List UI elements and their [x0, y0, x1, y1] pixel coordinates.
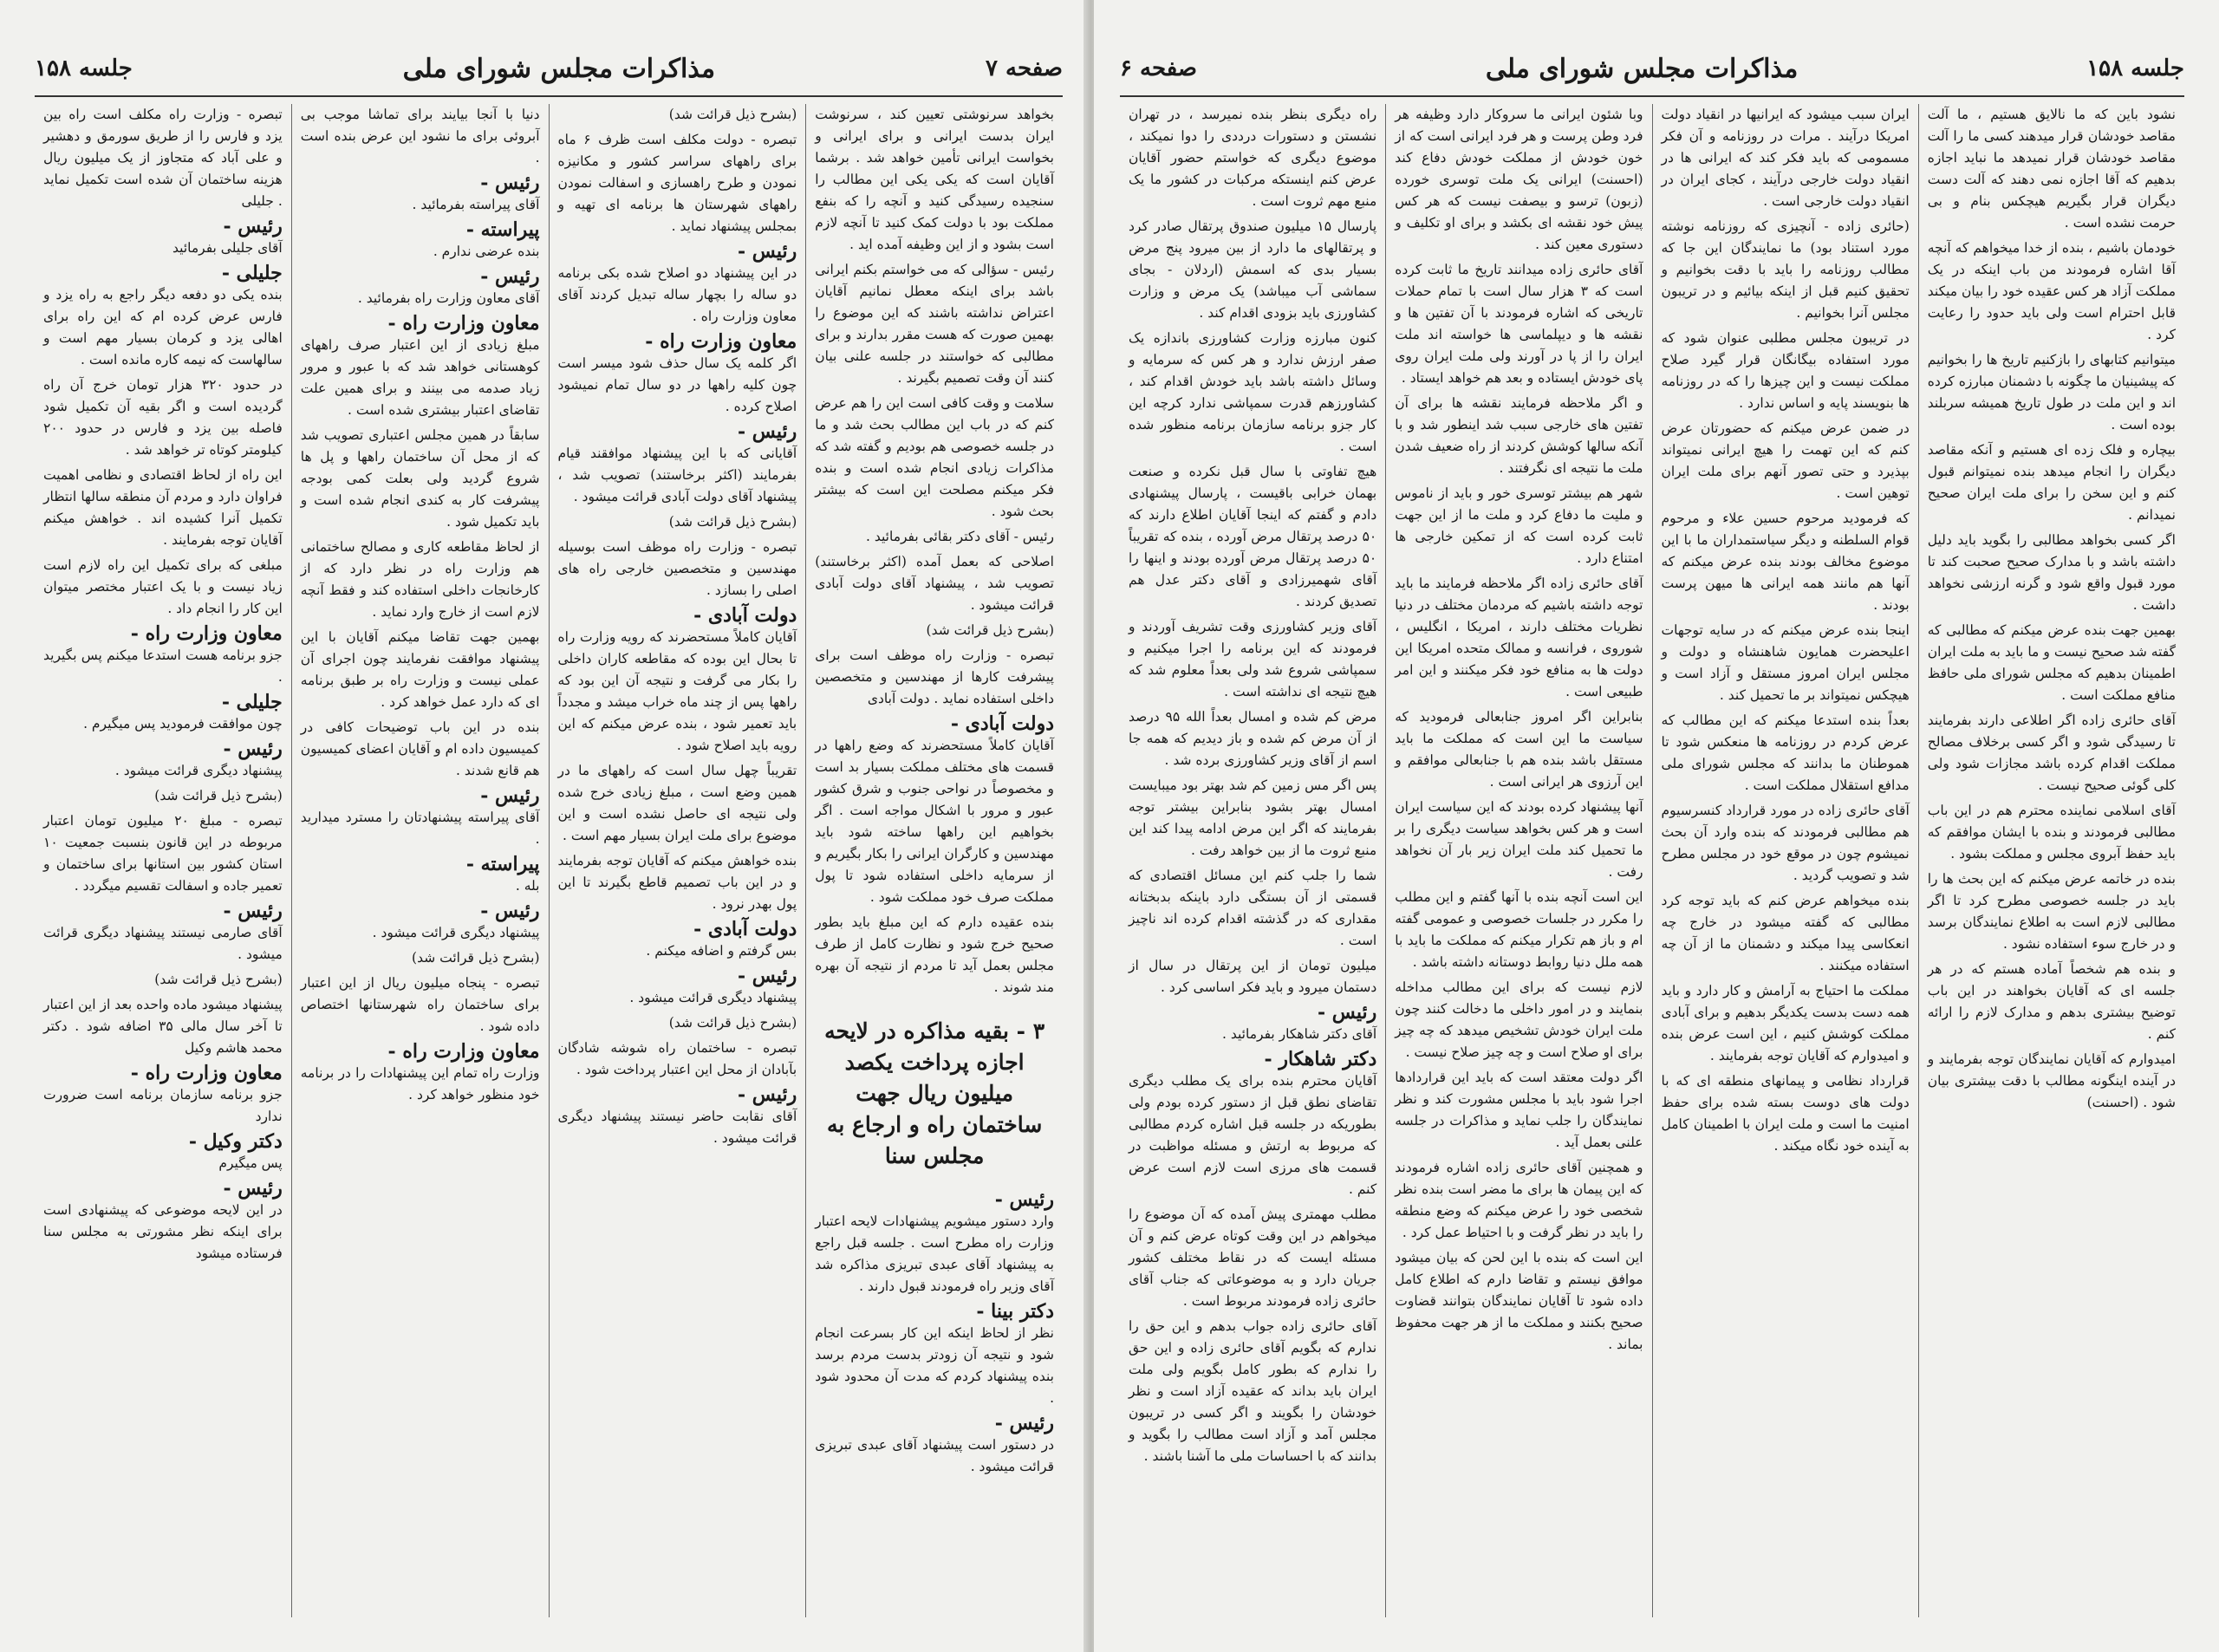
paragraph: بنده در خاتمه عرض میکنم که این بحث ها را باید در جلسه خصوصی مطرح کرد تا اگر مطالبی لازم است به اطلاع نمایندگان برسد و در خارج سوء استفاده نشود .: [1927, 871, 2176, 952]
paragraph: اگر کسی بخواهد مطالبی را بگوید باید دلیل داشته باشد و با مدارک صحیح صحبت کند تا مورد قبول واقع شود و گرنه ارزشی نخواهد داشت .: [1927, 532, 2176, 613]
paragraph: پس میگیرم: [218, 1155, 283, 1171]
paragraph: هیچ تفاوتی با سال قبل نکرده و صنعت بهمان خرابی باقیست ، پارسال پیشنهادی دادم و گفتم که اینجا آقایان اطلاع دارند که ۵۰ درصد پرتقال مرض آورده ، بنده که تقریباً ۵۰ درصد پرتقال مرض آورده بودند و اینها را آقای شهمیرزادی و آقای دکتر عدل هم تصدیق کردند .: [1129, 464, 1377, 609]
paragraph: در دستور است پیشنهاد آقای عبدی تبریزی قرائت میشود .: [815, 1437, 1054, 1474]
paragraph: تبصره - وزارت راه موظف است برای پیشرفت کارها از مهندسین و متخصصین داخلی استفاده نماید . دولت آبادی: [815, 647, 1054, 706]
paragraph: (حائری زاده - آنچیزی که روزنامه نوشته مورد استناد بود) ما نمایندگان این جا که مطالب روزنامه را باید با دقت بخوانیم و تحقیق کنیم قبل از اینکه بیائیم و در تریبون مجلس آنرا بخوانیم .: [1661, 218, 1910, 321]
speaker-name: پیراسته -: [465, 853, 540, 875]
paragraph: (بشرح ذیل قرائت شد): [668, 514, 797, 530]
paragraph: بنده خواهش میکنم که آقایان توجه بفرمایند و در این باب تصمیم قاطع بگیرند تا این پول بهدر نرود .: [557, 853, 797, 912]
paragraph: میلیون تومان از این پرتقال در سال از دستمان میرود و باید فکر اساسی کرد .: [1129, 958, 1377, 995]
paragraph: بله .: [515, 878, 540, 894]
paragraph: (بشرح ذیل قرائت شد): [668, 107, 797, 122]
paragraph: آقای نقابت حاضر نیستند پیشنهاد دیگری قرائت میشود .: [557, 1109, 797, 1146]
paragraph: تبصره - وزارت راه مکلف است راه بین یزد و فارس را از طریق سورمق و دهشیر و علی آباد که متجاوز از یک میلیون ریال هزینه ساختمان آن شده است تکمیل نماید . جلیلی: [43, 107, 283, 209]
paragraph: این راه از لحاظ اقتصادی و نظامی اهمیت فراوان دارد و مردم آن منطقه سالها انتظار تکمیل آنرا کشیده اند . خواهش میکنم آقایان توجه بفرمایند .: [43, 467, 283, 548]
paragraph: این است که بنده با این لحن که بیان میشود موافق نیستم و تقاضا دارم که اطلاع کامل داده شود تا آقایان نمایندگان بتوانند قضاوت صحیح بکنند و مملکت ما از هر جهت محفوظ بماند .: [1395, 1250, 1643, 1352]
speaker-name: دولت آبادی -: [693, 604, 797, 627]
paragraph: پیشنهاد دیگری قرائت میشود .: [372, 925, 540, 940]
column: [1120, 104, 1385, 1617]
paragraph: پیشنهاد میشود ماده واحده بعد از این اعتبار تا آخر سال مالی ۳۵ اضافه شود . دکتر محمد هاشم وکیل: [43, 997, 283, 1056]
paragraph: آقای صارمی نیستند پیشنهاد دیگری قرائت میشود .: [43, 925, 283, 962]
paragraph: دنیا با آنجا بیایند برای تماشا موجب بی آبروئی برای ما نشود این عرض بنده است .: [300, 107, 540, 166]
paragraph: وبا شئون ایرانی ما سروکار دارد وظیفه هر فرد وطن پرست و هر فرد ایرانی است که از خون خودش از مملکت خودش دفاع کند (احسنت) ایرانی یک ملت توسری خورده (زبون) ترسو و بیصفت نیست که هر کس پیش خود نقشه ای بکشد و برای او تکلیف و دستوری معین کند .: [1395, 107, 1643, 252]
speaker-name: دکتر وکیل -: [188, 1130, 283, 1153]
paragraph: بنده عقیده دارم که این مبلغ باید بطور صحیح خرج شود و نظارت کامل از طرف مجلس بعمل آید تا مردم از نتیجه آن بهره مند شوند .: [815, 914, 1054, 995]
paragraph: و بنده هم شخصاً آماده هستم که در هر جلسه ای که آقایان بخواهند در این باب توضیح بیشتری بدهم و مدارک لازم را ارائه کنم .: [1927, 961, 2176, 1042]
column: [1652, 104, 1918, 1617]
column: [805, 104, 1063, 1617]
left-page: [0, 0, 1089, 1652]
paragraph: آقایان محترم بنده برای یک مطلب دیگری تقاضای نطق قبل از دستور کرده بودم ولی بطوریکه در جلسه قبل اشاره کردم مطالبی که مربوط به ارتش و مسئله مواظبت در قسمت های مرزی است لازم است عرض کنم .: [1129, 1073, 1377, 1197]
paragraph: و اگر ملاحظه فرمایند نقشه ها برای آن تفتین های خارجی سبب شد اینطور شد و با آنکه سالها کوشش کردند از راه ضعیف شدن ملت ما نتیجه ای نگرفتند .: [1395, 395, 1643, 476]
paragraph: کنون مبارزه وزارت کشاورزی باندازه یک صفر ارزش ندارد و هر کس که سرمایه و وسائل داشته باشد باید خودش اقدام کند ، کشاورزهم قدرت سمپاشی ندارد کرچه این کار جزو برنامه سازمان برنامه منظور شده است .: [1129, 330, 1377, 454]
paragraph: (بشرح ذیل قرائت شد): [668, 1015, 797, 1031]
speaker-name: معاون وزارت راه -: [387, 312, 540, 335]
paragraph: چون موافقت فرمودید پس میگیرم .: [83, 716, 283, 732]
paragraph: تبصره - مبلغ ۲۰ میلیون تومان اعتبار مربوطه در این قانون بنسبت جمعیت ۱۰ استان کشور بین استانها برای ساختمان و تعمیر جاده و اسفالت تقسیم میگردد .: [43, 813, 283, 894]
paragraph: تبصره - پنجاه میلیون ریال از این اعتبار برای ساختمان راه شهرستانها اختصاص داده شود .: [300, 975, 540, 1034]
paragraph: بنده یکی دو دفعه دیگر راجع به راه یزد و فارس عرض کرده ام که این راه برای اهالی یزد و کرمان بسیار مهم است و سالهاست که نیمه کاره مانده است .: [43, 287, 283, 367]
paragraph: شهر هم بیشتر توسری خور و باید از ناموس و ملیت ما دفاع کرد و ملت ما از این جهت ثابت کرده است که از تمکین خارجی ها امتناع دارد .: [1395, 485, 1643, 566]
speaker-name: رئیس -: [994, 1188, 1054, 1211]
paragraph: (بشرح ذیل قرائت شد): [154, 788, 283, 803]
paragraph: که فرمودید مرحوم حسین علاء و مرحوم قوام السلطنه و دیگر سیاستمداران ما با این موضوع مخالف بودند بنده عرض میکنم که آنها هم مانند همه ایرانی ها میهن پرست بودند .: [1661, 511, 1910, 613]
paragraph: بخواهد سرنوشتی تعیین کند ، سرنوشت ایران بدست ایرانی و برای ایرانی و بخواست ایرانی تأمین خواهد شد . برشما آقایان است که یکی یکی این مطالب را سنجیده رسیدگی کنید و آنچه را که بنفع مملکت بود با دولت کمک کنید تا آنچه لازم است بشود و از این وظیفه آمده اید .: [815, 107, 1054, 252]
paragraph: آقای جلیلی بفرمائید: [172, 240, 283, 256]
paragraph: در حدود ۳۲۰ هزار تومان خرج آن راه گردیده است و اگر بقیه آن تکمیل شود فاصله بین یزد و فارس در حدود ۲۰۰ کیلومتر کوتاه تر خواهد شد .: [43, 377, 283, 458]
speaker-name: پیراسته -: [465, 218, 540, 241]
paragraph: آقای اسلامی نماینده محترم هم در این باب مطالبی فرمودند و بنده با ایشان موافقم که باید حفظ آبروی مجلس و مملکت بشود .: [1927, 803, 2176, 862]
speaker-name: رئیس -: [223, 1177, 283, 1200]
left-page-header: [35, 42, 1063, 97]
session-number: جلسه ۱۵۸: [35, 55, 133, 81]
paragraph: اصلاحی که بعمل آمده (اکثر برخاستند) تصویب شد ، پیشنهاد آقای دولت آبادی قرائت میشود .: [815, 554, 1054, 613]
paragraph: رئیس - سؤالی که می خواستم بکنم ایرانی باشد برای اینکه معطل نمانیم آقایان اعتراض نداشته باشند که این موضوع را بهمین صورت که هست مقرر بدارند و برای مطالبی که خواستند در جلسه علنی بیان کنند آن وقت تصمیم بگیرند .: [815, 262, 1054, 386]
paragraph: سلامت و وقت کافی است این را هم عرض کنم که در باب این مطالب بحث شد و ما در جلسه خصوصی هم بودیم و گفته شد که مذاکرات زیادی انجام شده است و بنده فکر میکنم مصلحت این است که بیشتر بحث شود .: [815, 395, 1054, 519]
session-number: جلسه ۱۵۸: [2086, 55, 2184, 81]
speaker-name: رئیس -: [1318, 1001, 1377, 1024]
paragraph: آقای معاون وزارت راه بفرمائید .: [357, 290, 540, 306]
speaker-name: رئیس -: [738, 1083, 797, 1106]
paragraph: در ضمن عرض میکنم که حضورتان عرض کنم که این تهمت را هیچ ایرانی نمیتواند بپذیرد و حتی تصور آنهم برای ملت ایران توهین است .: [1661, 420, 1910, 501]
paragraph: از لحاظ مقاطعه کاری و مصالح ساختمانی هم وزارت راه در نظر دارد که از کارخانجات داخلی استفاده کند و فقط آنچه لازم است از خارج وارد نماید .: [300, 539, 540, 620]
paragraph: خودمان باشیم ، بنده از خدا میخواهم که آنچه آقا اشاره فرمودند من باب اینکه در یک مملکت آزاد هر کس عقیده خود را بیان میکند قابل احترام است ولی باید حدود را رعایت کرد .: [1927, 240, 2176, 342]
page-number: صفحه ۶: [1120, 55, 1197, 81]
paragraph: آقای حائری زاده اگر اطلاعی دارند بفرمایند تا رسیدگی شود و اگر کسی برخلاف مصالح مملکت اقدام کرده باشد مجازات شود ولی کلی گوئی صحیح نیست .: [1927, 712, 2176, 793]
page-number: صفحه ۷: [986, 55, 1063, 81]
speaker-name: رئیس -: [480, 172, 540, 194]
speaker-name: جلیلی -: [221, 262, 283, 284]
paragraph: تبصره - دولت مکلف است ظرف ۶ ماه برای راههای سراسر کشور و مکانیزه نمودن و طرح راهسازی و اسفالت نمودن راههای شهرستان ها برنامه ای تهیه و بمجلس پیشنهاد نماید .: [557, 132, 797, 234]
speaker-name: جلیلی -: [221, 691, 283, 713]
section-heading: ۳ - بقیه مذاکره در لایحه اجازه پرداخت یکصد میلیون ریال جهت ساختمان راه و ارجاع به مجلس سنا: [824, 1018, 1045, 1168]
column: [35, 104, 291, 1617]
speaker-name: رئیس -: [738, 965, 797, 987]
speaker-name: معاون وزارت راه -: [130, 1062, 283, 1084]
paragraph: بنده عرضی ندارم .: [433, 244, 540, 259]
paragraph: آقای پیراسته بفرمائید .: [412, 197, 540, 212]
speaker-name: دولت آبادی -: [950, 712, 1054, 735]
right-page-header: [1120, 42, 2184, 97]
paragraph: وزارت راه تمام این پیشنهادات را در برنامه خود منظور خواهد کرد .: [300, 1065, 540, 1102]
right-page: [1094, 0, 2219, 1652]
paragraph: بیچاره و فلک زده ای هستیم و آنکه مقاصد دیگران را انجام میدهد بنده نمیتوانم قبول کنم و این سخن را برای ملت ایران صحیح نمیدانم .: [1927, 442, 2176, 523]
paragraph: اگر دولت معتقد است که باید این قراردادها اجرا شود باید با مجلس مشورت کند و نظر نمایندگان را جلب نماید و مذاکرات در جلسه علنی بعمل آید .: [1395, 1070, 1643, 1150]
paragraph: بنده در این باب توضیحات کافی در کمیسیون داده ام و آقایان اعضای کمیسیون هم قانع شدند .: [300, 719, 540, 778]
paragraph: بعداً بنده استدعا میکنم که این مطالب که عرض کردم در روزنامه ها منعکس شود تا هموطنان ما بدانند که مجلس شورای ملی مدافع استقلال مملکت است .: [1661, 712, 1910, 793]
speaker-name: رئیس -: [223, 900, 283, 922]
speaker-name: رئیس -: [480, 265, 540, 288]
paragraph: آنها پیشنهاد کرده بودند که این سیاست ایران است و هر کس بخواهد سیاست دیگری را بر ما تحمیل کند ملت ایران زیر بار آن نخواهد رفت .: [1395, 799, 1643, 880]
paragraph: مملکت ما احتیاج به آرامش و کار دارد و باید همه دست بدست یکدیگر بدهیم و برای آبادی مملکت کوشش کنیم ، این است عرض بنده و امیدوارم که آقایان توجه بفرمایند .: [1661, 983, 1910, 1063]
paragraph: آقایانی که با این پیشنهاد موافقند قیام بفرمایند (اکثر برخاستند) تصویب شد ، پیشنهاد آقای دولت آبادی قرائت میشود .: [557, 446, 797, 504]
left-columns: [35, 104, 1063, 1617]
paragraph: بنده میخواهم عرض کنم که باید توجه کرد مطالبی که گفته میشود در خارج چه انعکاسی پیدا میکند و دشمنان ما از آن چه استفاده میکنند .: [1661, 893, 1910, 973]
paragraph: نظر از لحاظ اینکه این کار بسرعت انجام شود و نتیجه آن زودتر بدست مردم برسد بنده پیشنهاد کردم که مدت آن محدود شود .: [815, 1325, 1054, 1406]
paragraph: در تریبون مجلس مطلبی عنوان شود که مورد استفاده بیگانگان قرار گیرد صلاح مملکت نیست و این چیزها را که در روزنامه ها بنویسند پایه و اساس ندارد .: [1661, 330, 1910, 411]
speaker-name: دولت آبادی -: [693, 918, 797, 940]
column: [1385, 104, 1651, 1617]
paragraph: آقای حائری زاده میدانند تاریخ ما ثابت کرده است که ۳ هزار سال است با تمام حملات تاریخی که اشاره فرمودند با آن تفتین ها و نقشه ها و دیپلماسی ها خواسته اند ملت ایران را از پا در آورند ولی ملت ایران روی پای خودش ایستاده و بعد هم خواهد ایستاد .: [1395, 262, 1643, 386]
paragraph: تبصره - ساختمان راه شوشه شادگان بآبادان از محل این اعتبار پرداخت شود .: [557, 1040, 797, 1077]
paragraph: مطلب مهمتری پیش آمده که آن موضوع را میخواهم در این وقت کوتاه عرض کنم و آن مسئله ایست که در نقاط مختلف کشور جریان دارد و به موضوعاتی که جناب آقای حائری زاده فرمودند مربوط است .: [1129, 1206, 1377, 1309]
paragraph: (بشرح ذیل قرائت شد): [412, 950, 540, 966]
column: [549, 104, 806, 1617]
speaker-name: رئیس -: [223, 215, 283, 237]
speaker-name: دکتر شاهکار -: [1264, 1048, 1377, 1070]
paragraph: تبصره - وزارت راه موظف است بوسیله مهندسین و متخصصین خارجی راه های اصلی را بسازد .: [557, 539, 797, 598]
paragraph: (بشرح ذیل قرائت شد): [926, 622, 1054, 638]
paragraph: این است آنچه بنده با آنها گفتم و این مطلب را مکرر در جلسات خصوصی و عمومی گفته ام و باز هم تکرار میکنم که مملکت ما باید با همه ملل دنیا روابط دوستانه داشته باشد .: [1395, 889, 1643, 970]
column: [1918, 104, 2184, 1617]
paragraph: مرض کم شده و امسال بعداً الله ۹۵ درصد از آن مرض کم شده و باز دیدیم که همه جا اسم از آقای وزیر کشاورزی برده شد .: [1129, 709, 1377, 768]
paragraph: و همچنین آقای حائری زاده اشاره فرمودند که این پیمان ها برای ما مضر است بنده نظر شخصی خود را عرض میکنم که وضع منطقه را باید در نظر گرفت و با احتیاط عمل کرد .: [1395, 1160, 1643, 1240]
paragraph: رئیس - آقای دکتر بقائی بفرمائید .: [865, 529, 1054, 544]
paragraph: امیدوارم که آقایان نمایندگان توجه بفرمایند و در آینده اینگونه مطالب با دقت بیشتری بیان شود . (احسنت): [1927, 1051, 2176, 1110]
speaker-name: رئیس -: [738, 240, 797, 263]
speaker-name: رئیس -: [994, 1412, 1054, 1434]
paragraph: پس اگر مس زمین کم شد بهتر بود میبایست امسال بهتر بشود بنابراین بیشتر توجه بفرمایند که اگر این مرض ادامه پیدا کند این منبع ثروت ما از بین خواهد رفت .: [1129, 777, 1377, 858]
paragraph: (بشرح ذیل قرائت شد): [154, 972, 283, 987]
paragraph: آقای حائری زاده جواب بدهم و این حق را ندارم که بگویم آقای حائری زاده و این حق را ندارم که بطور کامل بگویم ولی ملت ایران باید بداند که عقیده آزاد است و نظر خودشان را بگویند و اگر کسی در تریبون مجلس آمد و آزاد است مطالب را بگوید و بدانند که با احساسات ملی ما آشنا باشند .: [1129, 1318, 1377, 1464]
paragraph: در این پیشنهاد دو اصلاح شده بکی برنامه دو ساله را بچهار ساله تبدیل کردند آقای معاون وزارت راه .: [557, 265, 797, 324]
paragraph: پارسال ۱۵ میلیون صندوق پرتقال صادر کرد و پرتقالهای ما دارد از بین میرود پنج مرض بسیار بدی که اسمش (اردلان - بجای سماشی آب میباشد) یک مرض و وزارت کشاورزی باید بزودی اقدام کند .: [1129, 218, 1377, 321]
speaker-name: رئیس -: [738, 420, 797, 443]
paragraph: اگر کلمه یک سال حذف شود میسر است چون کلیه راهها در دو سال تمام نمیشود اصلاح کرده .: [557, 355, 797, 414]
paragraph: راه دیگری بنظر بنده نمیرسد ، در تهران نشستن و دستورات درددی را دوا نمیکند ، موضوع دیگری که خواستم حضور آقایان عرض کنم اینستکه مرکبات در کشور ما یک منبع مهم ثروت است .: [1129, 107, 1377, 209]
paragraph: بهمین جهت تقاضا میکنم آقایان با این پیشنهاد موافقت نفرمایند چون اجرای آن عملی نیست و وزارت راه بر طبق برنامه ای که دارد عمل خواهد کرد .: [300, 629, 540, 710]
paragraph: جزو برنامه سازمان برنامه است ضرورت ندارد: [43, 1087, 283, 1124]
paragraph: تقریباً چهل سال است که راههای ما در همین وضع است ، مبلغ زیادی خرج شده ولی نتیجه ای حاصل نشده است و این موضوع برای ملت ایران بسیار مهم است .: [557, 763, 797, 843]
paragraph: آقای دکتر شاهکار بفرمائید .: [1222, 1026, 1377, 1042]
paragraph: آقایان کاملاً مستحضرند که وضع راهها در قسمت های مختلف مملکت بسیار بد است و مخصوصاً در نواحی جنوب و شرق کشور عبور و مرور با اشکال مواجه است . اگر بخواهیم این راهها ساخته شود باید مهندسین و کارگران ایرانی را بکار بگیریم و از سرمایه داخلی استفاده شود تا پول مملکت صرف خود مملکت شود .: [815, 738, 1054, 905]
paragraph: جزو برنامه هست استدعا میکنم پس بگیرید .: [43, 647, 283, 685]
paragraph: آقایان کاملاً مستحضرند که رویه وزارت راه تا بحال این بوده که مقاطعه کاران داخلی را بکار می گرفت و نتیجه آن این بود که راهها پس از چند ماه خراب میشد و مجدداً باید تعمیر شود ، بنده عرض میکنم که این رویه باید اصلاح شود .: [557, 629, 797, 753]
paragraph: سابقاً در همین مجلس اعتباری تصویب شد که از محل آن ساختمان راهها و پل ها شروع گردید ولی بعلت کمی بودجه پیشرفت کار به کندی انجام شده است و باید تکمیل شود .: [300, 427, 540, 530]
paragraph: قرارداد نظامی و پیمانهای منطقه ای که با دولت های دوست بسته شده برای حفظ امنیت ما است و ملت ایران با اطمینان کامل به آینده خود نگاه میکند .: [1661, 1073, 1910, 1154]
paragraph: میتوانیم کتابهای را بازکنیم تاریخ ها را بخوانیم که پیشینیان ما چگونه با دشمنان مبارزه کرده اند و این ملت در طول تاریخ همیشه سربلند بوده است .: [1927, 352, 2176, 433]
paragraph: لازم نیست که برای این مطالب مداخله بنمایند و در امور داخلی ما دخالت کنند چون ملت ایران خودش تشخیص میدهد که چه چیز برای او صلاح است و چه چیز صلاح نیست .: [1395, 979, 1643, 1060]
paragraph: آقای حائری زاده اگر ملاحظه فرمایند ما باید توجه داشته باشیم که مردمان مختلف در دنیا نظریات مختلف دارند ، امریکا ، انگلیس ، شوروی ، فرانسه و ممالک متحده امریکا این دولت ها به منافع خود فکر میکنند و این امر طبیعی است .: [1395, 576, 1643, 699]
page-title: مذاکرات مجلس شورای ملی: [1485, 53, 1799, 84]
speaker-name: معاون وزارت راه -: [645, 330, 797, 353]
speaker-name: رئیس -: [480, 784, 540, 807]
paragraph: شما را جلب کنم این مسائل اقتصادی که قسمتی از آن بستگی دارد باینکه بدبختانه مقداری که در گذشته اقدام کرده اند ناچیز است .: [1129, 868, 1377, 948]
speaker-name: رئیس -: [223, 738, 283, 760]
paragraph: اینجا بنده عرض میکنم که در سایه توجهات اعلیحضرت همایون شاهنشاه و دولت و مجلس ایران امروز مستقل و آزاد است و هیچکس نمیتواند بر ما تحمیل کند .: [1661, 622, 1910, 703]
paragraph: در این لایحه موضوعی که پیشنهادی است برای اینکه نظر مشورتی به مجلس سنا فرستاده میشود: [43, 1202, 283, 1261]
page-title: مذاکرات مجلس شورای ملی: [402, 53, 716, 84]
paragraph: پیشنهاد دیگری قرائت میشود .: [629, 990, 797, 1005]
speaker-name: رئیس -: [480, 900, 540, 922]
paragraph: مبلغی که برای تکمیل این راه لازم است زیاد نیست و با یک اعتبار مختصر میتوان این کار را انجام داد .: [43, 557, 283, 616]
paragraph: وارد دستور میشویم پیشنهادات لایحه اعتبار وزارت راه مطرح است . جلسه قبل راجع به پیشنهاد آقای عبدی تبریزی مذاکره شد آقای وزیر راه فرمودند قبول دارند .: [815, 1213, 1054, 1294]
column: [291, 104, 549, 1617]
paragraph: نشود باین که ما نالایق هستیم ، ما آلت مقاصد خودشان قرار میدهند کسی ما را آلت مقاصد خودشان قرار نمیدهد ما نباید اجازه بدهیم که آقا اجازه نمی دهند که آلت دست دیگران قرار بگیریم هیچکس بنام و بی حرمت نشده است .: [1927, 107, 2176, 231]
paragraph: آقای حائری زاده در مورد قرارداد کنسرسیوم هم مطالبی فرمودند که بنده وارد آن بحث نمیشوم چون در موقع خود در مجلس مطرح شد و تصویب گردید .: [1661, 803, 1910, 883]
paragraph: ایران سبب میشود که ایرانیها در انقیاد دولت امریکا درآیند . مرات در روزنامه و آن فکر مسمومی که باید فکر کند که ایرانی ها در انقیاد دولت خارجی درآیند ، کجای ایران در انقیاد دولت خارجی است .: [1661, 107, 1910, 209]
speaker-name: دکتر بینا -: [976, 1300, 1054, 1323]
speaker-name: معاون وزارت راه -: [387, 1040, 540, 1063]
paragraph: بس گرفتم و اضافه میکنم .: [646, 943, 797, 959]
paragraph: پیشنهاد دیگری قرائت میشود .: [114, 763, 283, 778]
speaker-name: معاون وزارت راه -: [130, 622, 283, 645]
paragraph: بهمین جهت بنده عرض میکنم که مطالبی که گفته شد صحیح نیست و ما باید به ملت ایران اطمینان بدهیم که مجلس شورای ملی حافظ منافع مملکت است .: [1927, 622, 2176, 703]
right-columns: [1120, 104, 2184, 1617]
paragraph: آقای پیراسته پیشنهادتان را مسترد میدارید .: [300, 810, 540, 847]
paragraph: بنابراین اگر امروز جنابعالی فرمودید که سیاست ما این است که مملکت ما باید مستقل باشد بنده هم با جنابعالی موافقم و این آرزوی هر ایرانی است .: [1395, 709, 1643, 790]
paragraph: مبلغ زیادی از این اعتبار صرف راههای کوهستانی خواهد شد که با عبور و مرور زیاد صدمه می بینند و برای همین علت تقاضای اعتبار بیشتری شده است .: [300, 337, 540, 418]
paragraph: آقای وزیر کشاورزی وقت تشریف آوردند و فرمودند که این برنامه را اجرا میکنیم و سمپاشی شروع شد ولی بعداً معلوم شد که هیچ نتیجه ای نداشته است .: [1129, 619, 1377, 699]
